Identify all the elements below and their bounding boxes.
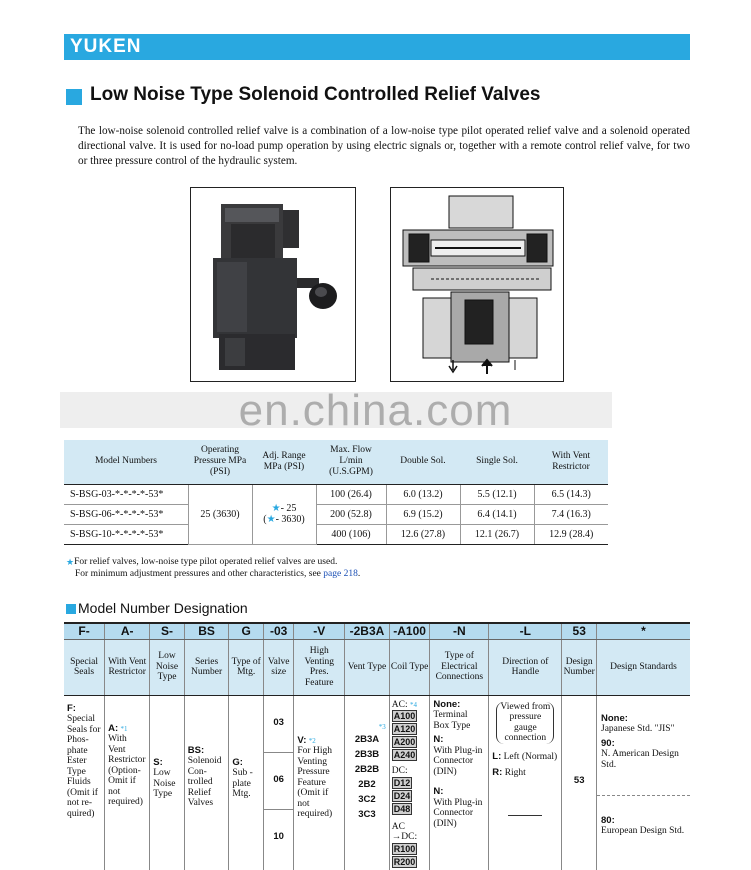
- head: Valve size: [263, 639, 293, 695]
- series-options: BS: Solenoid Con-trolled Relief Valves: [184, 695, 229, 870]
- head: Special Seals: [64, 639, 105, 695]
- double-sol-cell: 12.6 (27.8): [386, 524, 460, 544]
- mtg-options: G: Sub -plate Mtg.: [229, 695, 264, 870]
- flow-cell: 400 (106): [316, 524, 386, 544]
- code: G: [229, 623, 264, 639]
- double-sol-cell: 6.0 (13.2): [386, 484, 460, 504]
- star-icon: ★: [271, 503, 281, 514]
- col-double-sol: Double Sol.: [386, 440, 460, 484]
- model-cell: S-BSG-03-*-*-*-*-53*: [64, 484, 188, 504]
- table-row: [64, 524, 608, 544]
- code: -V: [294, 623, 345, 639]
- adj-range-line2: - 3630): [275, 514, 305, 525]
- head: Design Standards: [597, 639, 690, 695]
- single-sol-cell: 12.1 (26.7): [460, 524, 534, 544]
- page-link[interactable]: page 218: [323, 569, 358, 579]
- mnd-marker: [66, 604, 76, 614]
- code: -L: [489, 623, 562, 639]
- code: -03: [263, 623, 293, 639]
- flow-cell: 200 (52.8): [316, 504, 386, 524]
- low-noise-options: S: Low Noise Type: [150, 695, 185, 870]
- vent-cell: 12.9 (28.4): [534, 524, 608, 544]
- model-number-designation-table: [64, 622, 690, 870]
- head: Series Number: [184, 639, 229, 695]
- notes: [66, 556, 360, 580]
- product-photo: [190, 187, 356, 382]
- col-adj-range: Adj. Range MPa (PSI): [252, 440, 316, 484]
- single-sol-cell: 5.5 (12.1): [460, 484, 534, 504]
- code: *: [597, 623, 690, 639]
- head: Type of Mtg.: [229, 639, 264, 695]
- double-sol-cell: 6.9 (15.2): [386, 504, 460, 524]
- code: A-: [105, 623, 150, 639]
- code: -N: [430, 623, 489, 639]
- col-vent-restrictor: With Vent Restrictor: [534, 440, 608, 484]
- code: F-: [64, 623, 105, 639]
- head: High Venting Pres. Feature: [294, 639, 345, 695]
- model-cell: S-BSG-10-*-*-*-*-53*: [64, 524, 188, 544]
- title-marker: [66, 89, 82, 105]
- star-icon: ★: [66, 557, 75, 567]
- yuken-logo: YUKEN: [70, 36, 142, 57]
- code: -2B3A: [345, 623, 390, 639]
- note-1: ★For relief valves, low-noise type pilot operated relief valves are used.: [66, 557, 338, 567]
- watermark-text: en.china.com: [238, 386, 513, 435]
- intro-paragraph: The low-noise solenoid controlled relief valve is a combination of a low-noise type pilot operated relief valve and a solenoid operated directional valve. It is used for no-load pump operation by using electric signals or, together with a remote control relief valve, for two or three pressure control of the hydraulic system.: [78, 125, 690, 167]
- single-sol-cell: 6.4 (14.1): [460, 504, 534, 524]
- head: Design Number: [562, 639, 597, 695]
- model-cell: S-BSG-06-*-*-*-*-53*: [64, 504, 188, 524]
- size-options: 03 06 10: [263, 695, 293, 870]
- head: With Vent Restrictor: [105, 639, 150, 695]
- operating-pressure-cell: 25 (3630): [188, 484, 252, 544]
- head: Direction of Handle: [489, 639, 562, 695]
- vent-restrictor-options: A: $^{*1}$ With Vent Restrictor (Option-Omit if not required): [105, 695, 150, 870]
- col-max-flow: Max. Flow L/min (U.S.GPM): [316, 440, 386, 484]
- col-operating-pressure: Operating Pressure MPa (PSI): [188, 440, 252, 484]
- code: BS: [184, 623, 229, 639]
- head: Type of Electrical Connections: [430, 639, 489, 695]
- heading-row: [64, 639, 690, 695]
- star-icon: ★: [266, 514, 276, 525]
- options-row: [64, 695, 690, 870]
- electrical-options: None: Terminal Box Type N: With Plug-in Connector (DIN) N: With Plug-in Connector (DIN): [430, 695, 489, 870]
- design-standard-options: None: Japanese Std. "JIS" 90: N. American Design Std. 80: European Design Std.: [597, 695, 690, 870]
- vent-type-options: *3 2B3A 2B3B 2B2B 2B2 3C2 3C3: [345, 695, 390, 870]
- mnd-title: Model Number Designation: [78, 600, 248, 616]
- vent-cell: 6.5 (14.3): [534, 484, 608, 504]
- head: Vent Type: [345, 639, 390, 695]
- coil-options: AC: $^{*4}$ A100 A120 A200 A240 DC: D12 D24 D48 AC →DC: R100 R200: [389, 695, 430, 870]
- table-row: [64, 484, 608, 504]
- vent-cell: 7.4 (16.3): [534, 504, 608, 524]
- spec-table: [64, 440, 608, 545]
- seal-options: F: Special Seals for Phos-phate Ester Type Fluids (Omit if not re-quired): [64, 695, 105, 870]
- head: Coil Type: [389, 639, 430, 695]
- adj-range-line1: - 25: [280, 503, 297, 514]
- design-number: 53: [562, 695, 597, 870]
- col-model: Model Numbers: [64, 440, 188, 484]
- code: S-: [150, 623, 185, 639]
- page-title: Low Noise Type Solenoid Controlled Relief Valves: [90, 84, 541, 105]
- adj-range-cell: ★- 25 (★- 3630): [252, 484, 316, 544]
- head: Low Noise Type: [150, 639, 185, 695]
- watermark: [0, 382, 751, 440]
- table-row: [64, 504, 608, 524]
- high-venting-options: V: $^{*2}$ For High Venting Pressure Feature (Omit if not required): [294, 695, 345, 870]
- dash-divider: [508, 815, 542, 816]
- code-row: [64, 623, 690, 639]
- cross-section-drawing: [390, 187, 564, 382]
- col-single-sol: Single Sol.: [460, 440, 534, 484]
- brand-bar: [64, 34, 690, 60]
- handle-options: Viewed from pressure gauge connection L: Left (Normal) R: Right: [489, 695, 562, 870]
- note-2: For minimum adjustment pressures and other characteristics, see page 218.: [75, 569, 361, 579]
- flow-cell: 100 (26.4): [316, 484, 386, 504]
- code: 53: [562, 623, 597, 639]
- code: -A100: [389, 623, 430, 639]
